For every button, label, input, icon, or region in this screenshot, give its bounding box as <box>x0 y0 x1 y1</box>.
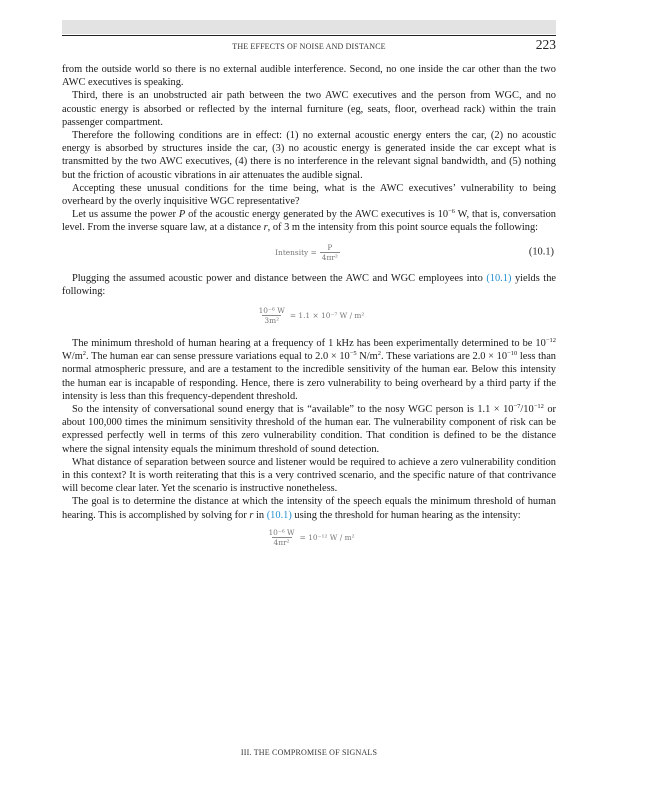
equation-rhs: = 10⁻¹² W / m² <box>299 532 355 542</box>
equation-reference-link[interactable]: (10.1) <box>486 272 512 284</box>
paragraph: Let us assume the power P of the acoustic energy generated by the AWC executives is $10^{-6}$ W, that is, conversation level. From the inverse square law, at a distance r, of 3 m the intensity from this point source equals the following: <box>62 208 556 234</box>
equation-number: (10.1) <box>528 246 554 258</box>
part-footer: III. THE COMPROMISE OF SIGNALS <box>240 748 378 757</box>
paragraph: Third, there is an unobstructed air path between the two AWC executives and the person from WGC, and no acoustic energy is absorbed or reflected by the internal furniture (eg, seats, floor, overhead rack) within the train passenger compartment. <box>62 90 556 128</box>
equation-rhs: = 1.1 × 10⁻⁷ W / m² <box>289 310 365 320</box>
equation-numerator: P <box>327 242 333 252</box>
equation-10-1 <box>62 243 556 262</box>
equation-denominator: 3m² <box>264 316 280 326</box>
paragraph: So the intensity of conversational sound energy that is “available” to the nosy WGC person is $1.1 \times 10^{-7}/10^{-12}$ or about 100,000 times the minimum sensitivity threshold of the human ear. The vulnerability component of risk can be expressed perfectly well in terms of this zero vulnerability condition. That condition is defined to be the distance where the signal intensity equals the minimum threshold of sound detection. <box>62 403 556 455</box>
paragraph: What distance of separation between source and listener would be required to achieve a zero vulnerability condition in this context? It is worth reiterating that this is a very contrived scenario, and the specific nature of that contrivance will become clear later. Yet the scenario is instructive nonetheless. <box>62 456 556 495</box>
header-rule <box>62 35 556 36</box>
running-head <box>62 37 556 57</box>
equation-numerator: 10⁻⁶ W <box>258 306 285 316</box>
header-band <box>62 20 556 34</box>
paragraph: from the outside world so there is no external audible interference. Second, no one inside the car other than the two AWC executives is speaking. <box>62 64 556 89</box>
body-text <box>62 63 556 550</box>
equation-numerator: 10⁻⁶ W <box>268 527 295 537</box>
equation-denominator: 4πr² <box>273 537 290 547</box>
running-title: THE EFFECTS OF NOISE AND DISTANCE <box>232 42 386 51</box>
paragraph: Accepting these unusual conditions for the time being, what is the AWC executives’ vulnerability to being overheard by the overly inquisitive WGC representative? <box>62 182 556 208</box>
paragraph: Plugging the assumed acoustic power and distance between the AWC and WGC employees into (10.1) yields the following: <box>62 272 556 297</box>
paragraph: The goal is to determine the distance at which the intensity of the speech equals the minimum threshold of human hearing. This is accomplished by solving for r in (10.1) using the threshold for human hearing as the intensity: <box>62 496 556 521</box>
paragraph: Therefore the following conditions are in effect: (1) no external acoustic energy enters the car, (2) no acoustic energy is absorbed by structures inside the car, (3) no acoustic energy is generated inside the car except what is transmitted by the two AWC executives, (4) there is no interference in the relevant signal bandwidth, and (5) nothing but the friction of acoustic vibrations in air attenuates the audible signal. <box>62 130 556 181</box>
paragraph: The minimum threshold of human hearing at a frequency of 1 kHz has been experimentally determined to be $10^{-12}$ $W/m^2$. The human ear can sense pressure variations equal to $2.0 \times 10^{-5}$ $N/m^2$. These variations are $2.0 \times 10^{-10}$ less than normal atmospheric pressure, and are a testament to the incredible sensitivity of the human ear. Below this intensity the human ear is incapable of responding. Hence, there is zero vulnerability to being overheard by a third party if the intensity is less than this frequency-dependent threshold. <box>62 337 556 402</box>
equation-threshold <box>62 528 556 547</box>
equation-lhs: Intensity = <box>275 247 317 257</box>
page-number: 223 <box>535 37 556 52</box>
equation-denominator: 4πr² <box>321 252 338 262</box>
equation-intensity-value <box>62 306 556 325</box>
equation-reference-link[interactable]: (10.1) <box>266 509 292 521</box>
